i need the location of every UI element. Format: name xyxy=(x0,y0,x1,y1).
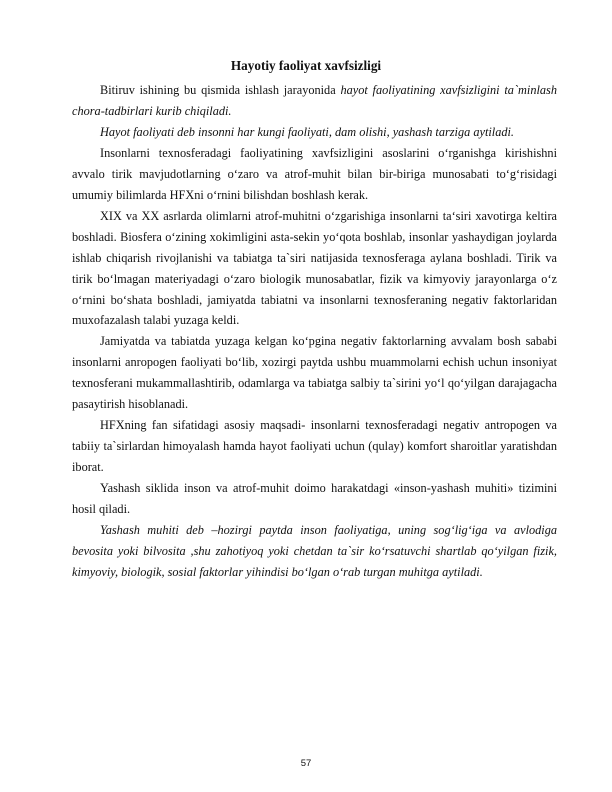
section-title: Hayotiy faoliyat xavfsizligi xyxy=(230,58,382,73)
paragraph-2: Hayot faoliyati deb insonni har kungi faoliyati, dam olishi, yashash tarziga aytiladi. xyxy=(100,124,514,139)
paragraph-4: XIX va XX asrlarda olimlarni atrof-muhitni o‘zgarishiga insonlarni ta‘siri xavotirga keltira boshladi. Biosfera o‘zining xokimligini asta-sekin yo‘qota boshlab, insonlar yashaydigan joylarda ishlab chiqarish rivojlanishi va tabiatga ta`siri natijasida texnosferaga aylana boshladi. Tirik va tirik bo‘lmagan materiyadagi o‘zaro biologik munosabatlar, fizik va kimyoviy jarayonlarga o‘z o‘rnini bo‘shata boshladi, jamiyatda tabiatni va insonlarni texnosferaning negativ faktorlaridan muxofazalash talabi yuzaga keldi. xyxy=(72,208,557,328)
paragraph-1 xyxy=(72,80,557,122)
paragraph-5: Jamiyatda va tabiatda yuzaga kelgan ko‘pgina negativ faktorlarning avvalam bosh sababi insonlarni anropogen faoliyati bo‘lib, xozirgi paytda ushbu muammolarni echish uchun insoniyat texnosferani mukammallashtirib, odamlarga va tabiatga salbiy ta`sirini yo‘l qo‘yilgan darajagacha pasaytirish hisoblanadi. xyxy=(72,334,557,412)
page-number: 57 xyxy=(300,758,312,769)
paragraph-7: Yashash siklida inson va atrof-muhit doimo harakatdagi «inson-yashash muhiti» tizimini hosil qiladi. xyxy=(72,481,557,517)
paragraph-3: Insonlarni texnosferadagi faoliyatining xavfsizligini asoslarini o‘rganishga kirishishni avvalo tirik mavjudotlarning o‘zaro va atrof-muhit bilan bir-biriga munosabati to‘g‘risidagi umumiy bilimlarda HFXni o‘rnini bilishdan boshlash kerak. xyxy=(72,145,557,202)
paragraph-6: HFXning fan sifatidagi asosiy maqsadi- insonlarni texnosferadagi negativ antropogen va tabiiy ta`sirlardan himoyalash hamda hayot faoliyati uchun (qulay) komfort sharoitlar yaratishdan iborat. xyxy=(72,418,557,475)
paragraph-1-text: Bitiruv ishining bu qismida ishlash jarayonida xyxy=(100,83,341,97)
document-body xyxy=(72,80,557,583)
paragraph-1-italic-text: hayot faoliyatining xavfsizligini ta`minlash chora-tadbirlari kurib chiqiladi. xyxy=(72,83,557,118)
paragraph-8: Yashash muhiti deb –hozirgi paytda inson faoliyatiga, uning sog‘lig‘iga va avlodiga bevosita yoki bilvosita ,shu zahotiyoq yoki chetdan ta`sir ko‘rsatuvchi shartlab qo‘yilgan fizik, kimyoviy, biologik, sosial faktorlar yihindisi bo‘lgan o‘rab turgan muhitga aytiladi. xyxy=(72,523,557,579)
